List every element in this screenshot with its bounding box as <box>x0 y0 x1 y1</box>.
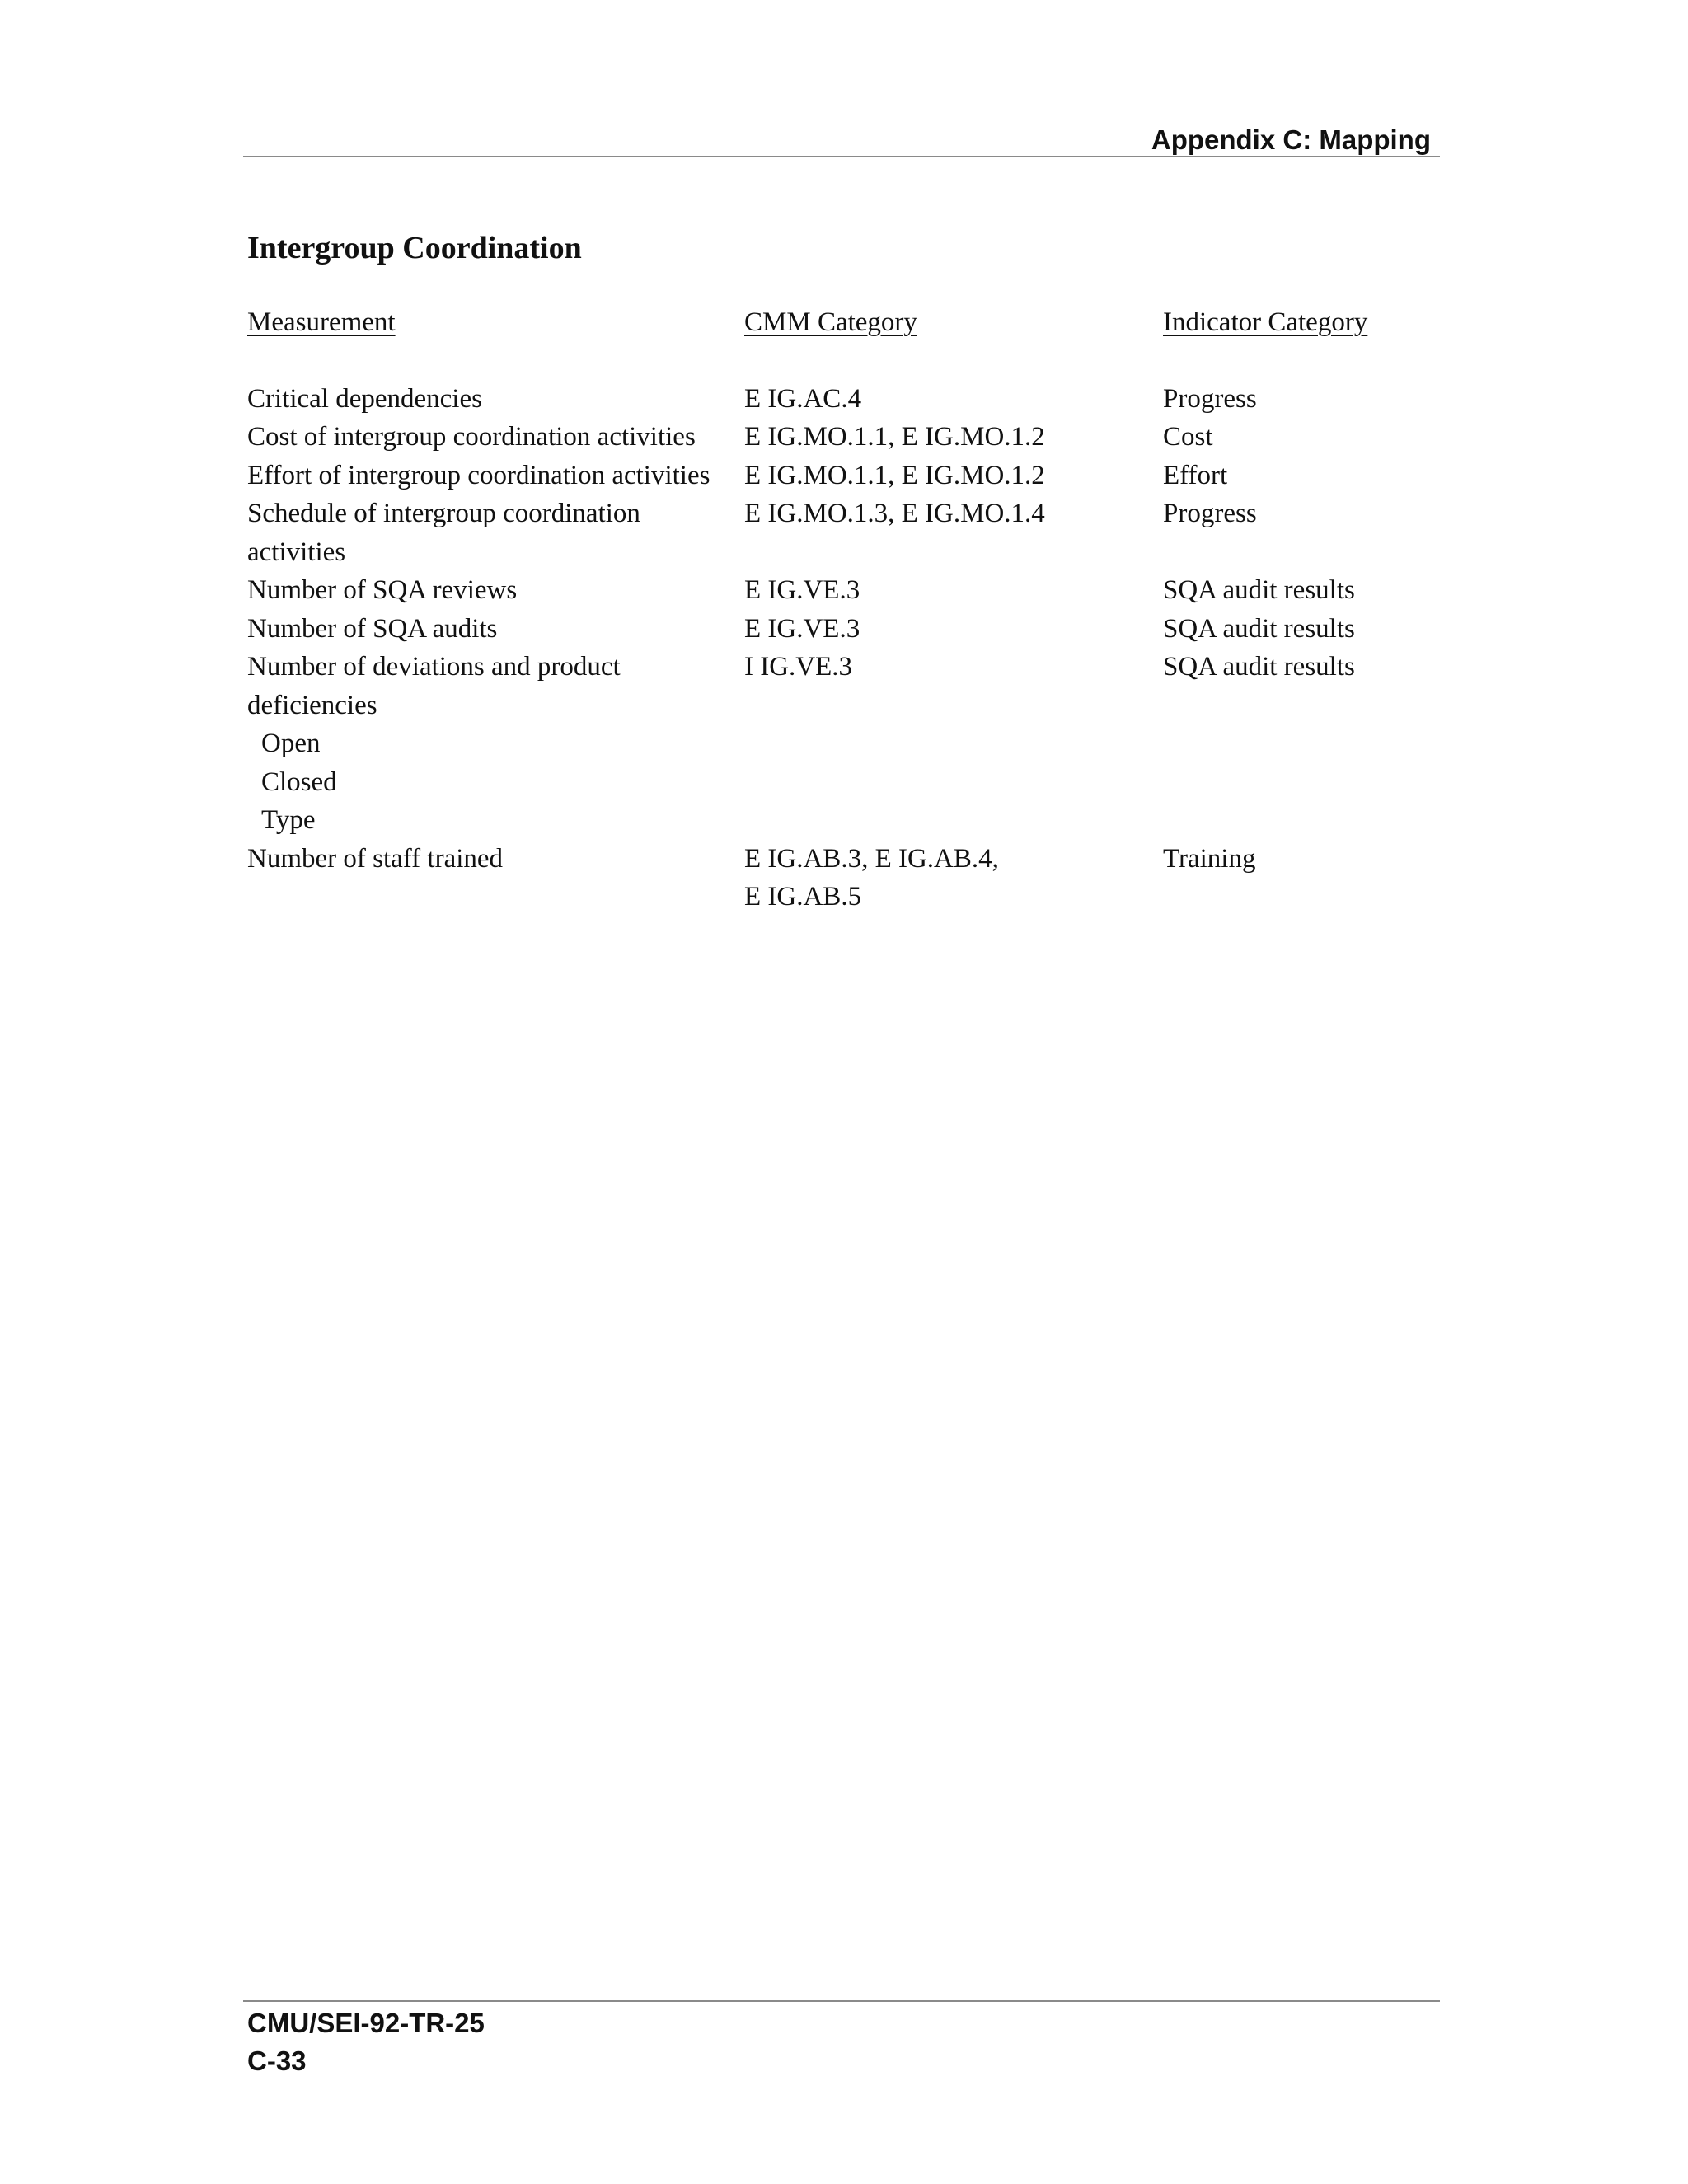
measurement-cell: Critical dependencies <box>247 383 482 414</box>
column-header-cmm-category: CMM Category <box>744 307 917 337</box>
cmm-category-cell: I IG.VE.3 <box>744 652 853 682</box>
measurement-cell: Number of deviations and product deficiencies <box>247 652 621 720</box>
sub-item-closed: Closed <box>261 766 337 797</box>
column-header-indicator-category: Indicator Category <box>1163 307 1368 337</box>
cmm-category-cell: E IG.AC.4 <box>744 383 862 414</box>
table-row <box>247 457 1451 495</box>
table-row <box>247 571 1451 610</box>
mapping-table <box>247 303 1451 916</box>
measurement-cell: Number of SQA reviews <box>247 575 518 605</box>
cmm-category-cell: E IG.VE.3 <box>744 575 860 605</box>
cmm-category-cell: E IG.MO.1.1, E IG.MO.1.2 <box>744 460 1045 490</box>
footer <box>247 2004 485 2080</box>
measurement-cell: Effort of intergroup coordination activities <box>247 460 710 490</box>
column-header-measurement: Measurement <box>247 307 396 337</box>
cmm-category-cell: E IG.VE.3 <box>744 613 860 644</box>
indicator-category-cell: Progress <box>1163 499 1257 528</box>
sub-item-open: Open <box>261 729 321 758</box>
table-row <box>247 610 1451 649</box>
measurement-cell: Cost of intergroup coordination activities <box>247 422 696 452</box>
indicator-category-cell: SQA audit results <box>1163 652 1355 682</box>
indicator-category-cell: SQA audit results <box>1163 575 1355 605</box>
measurement-cell: Number of SQA audits <box>247 613 498 644</box>
measurement-cell-group <box>247 648 744 840</box>
page-number: C-33 <box>247 2046 307 2076</box>
sub-item-type: Type <box>261 805 316 835</box>
cmm-category-cell: E IG.AB.3, E IG.AB.4, E IG.AB.5 <box>744 843 999 912</box>
table-header-row <box>247 303 1451 342</box>
table-row <box>247 380 1451 419</box>
table-row <box>247 648 1451 840</box>
table-row <box>247 418 1451 457</box>
cmm-category-cell: E IG.MO.1.3, E IG.MO.1.4 <box>744 499 1045 528</box>
section-title: Intergroup Coordination <box>247 231 582 265</box>
measurement-cell: Schedule of intergroup coordination activities <box>247 499 640 567</box>
table-row <box>247 840 1451 916</box>
indicator-category-cell: Cost <box>1163 422 1213 452</box>
report-id: CMU/SEI-92-TR-25 <box>247 2008 485 2038</box>
indicator-category-cell: Progress <box>1163 383 1257 414</box>
cmm-category-cell: E IG.MO.1.1, E IG.MO.1.2 <box>744 422 1045 452</box>
indicator-category-cell: Effort <box>1163 460 1228 490</box>
measurement-cell: Number of staff trained <box>247 843 504 874</box>
running-header: Appendix C: Mapping <box>1151 124 1431 155</box>
footer-rule <box>243 2000 1440 2002</box>
indicator-category-cell: SQA audit results <box>1163 613 1355 644</box>
header-rule <box>243 156 1440 157</box>
indicator-category-cell: Training <box>1163 843 1256 874</box>
table-row <box>247 494 1451 571</box>
